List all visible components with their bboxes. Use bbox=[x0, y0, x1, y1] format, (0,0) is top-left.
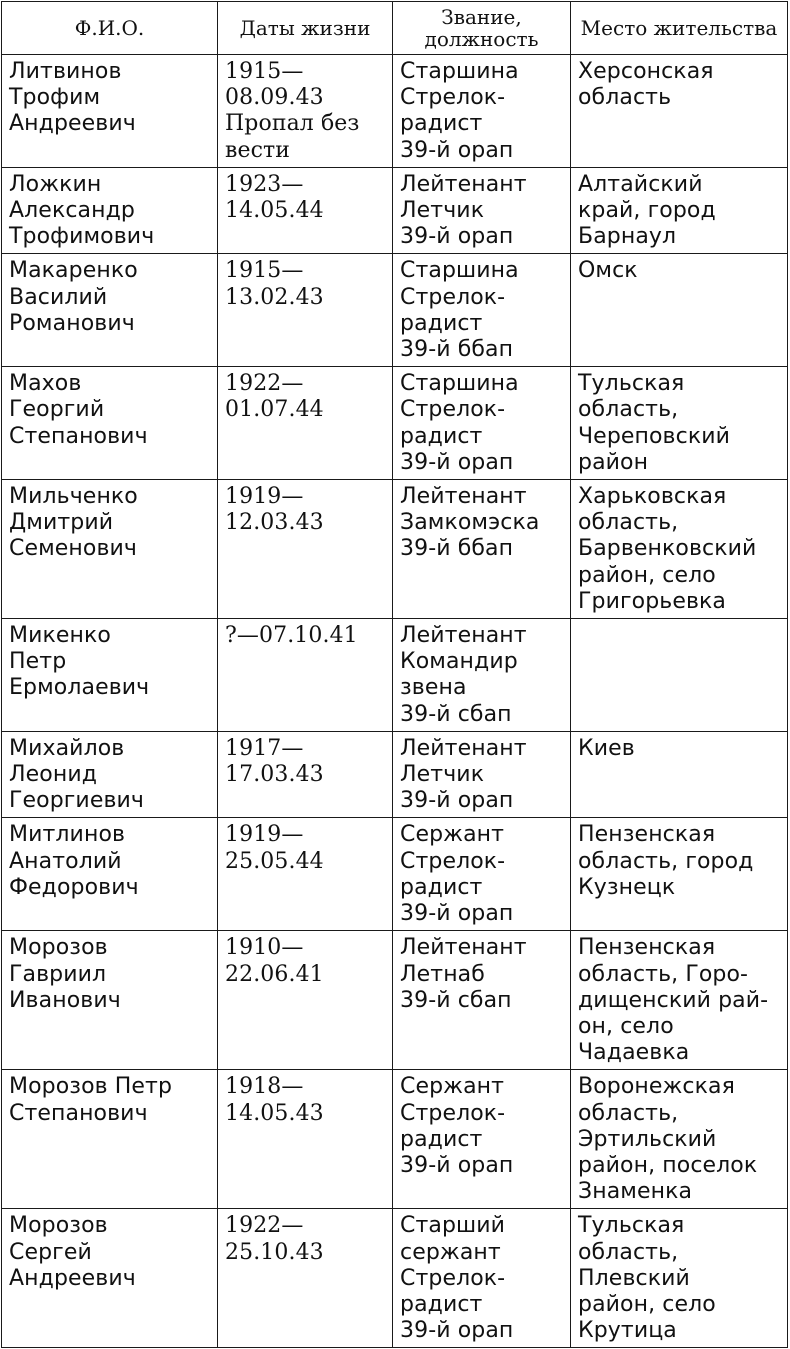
name-cell bbox=[2, 367, 218, 480]
dates-cell-line: ?—07.10.41 bbox=[225, 623, 358, 649]
name-cell-line: Ермолаевич bbox=[9, 675, 150, 701]
rank-cell-line: сержант bbox=[400, 1239, 501, 1265]
dates-cell-line: 1915— bbox=[225, 59, 304, 84]
dates-cell bbox=[218, 55, 393, 168]
name-cell-line: Трофимович bbox=[9, 224, 155, 250]
place-cell-line: край, город bbox=[578, 198, 716, 224]
rank-cell-line: 39-й ббап bbox=[400, 536, 514, 562]
name-cell-line: Махов bbox=[9, 371, 82, 397]
name-cell bbox=[2, 254, 218, 367]
place-cell-line: Воронежская bbox=[578, 1074, 735, 1100]
dates-cell-line: 08.09.43 bbox=[225, 85, 324, 111]
table-row bbox=[2, 167, 788, 254]
name-cell-line: Петр bbox=[9, 649, 67, 675]
name-cell-line: Гавриил bbox=[9, 961, 107, 987]
rank-cell-line: радист bbox=[400, 1126, 483, 1152]
dates-cell-line: 25.10.43 bbox=[225, 1239, 324, 1265]
dates-cell-line: 13.02.43 bbox=[225, 284, 324, 310]
rank-cell-line: радист bbox=[400, 423, 483, 449]
rank-cell bbox=[393, 931, 571, 1070]
place-cell-line: область, город bbox=[578, 848, 754, 874]
dates-cell-line: 1923— bbox=[225, 171, 304, 197]
place-cell-line: Кузнецк bbox=[578, 874, 676, 900]
dates-cell bbox=[218, 167, 393, 254]
dates-cell bbox=[218, 480, 393, 619]
place-cell-line: Омск bbox=[578, 258, 638, 284]
place-cell bbox=[571, 1070, 788, 1209]
dates-cell-line: 25.05.44 bbox=[225, 848, 324, 874]
dates-cell-line: 1922— bbox=[225, 371, 304, 397]
place-cell-line: область, Горо- bbox=[578, 961, 749, 987]
rank-cell-line: Стрелок- bbox=[400, 1265, 506, 1291]
dates-cell bbox=[218, 731, 393, 818]
rank-cell bbox=[393, 818, 571, 931]
place-cell bbox=[571, 1209, 788, 1348]
name-cell bbox=[2, 619, 218, 732]
name-cell-line: Морозов bbox=[9, 935, 108, 961]
place-cell-line: район bbox=[578, 449, 649, 475]
name-cell-line: Анатолий bbox=[9, 848, 122, 874]
rank-cell-line: Командир bbox=[400, 649, 518, 675]
name-cell-line: Семенович bbox=[9, 536, 138, 562]
name-cell-line: Андреевич bbox=[9, 1265, 136, 1291]
name-cell-line: Морозов Петр bbox=[9, 1074, 173, 1100]
place-cell-line: дищенский рай- bbox=[578, 987, 769, 1013]
dates-cell-line: 1915— bbox=[225, 258, 304, 284]
rank-cell-line: радист bbox=[400, 1291, 483, 1317]
place-cell-line: Пензенская bbox=[578, 822, 716, 848]
place-cell-line: область, bbox=[578, 397, 679, 423]
memorial-table bbox=[1, 1, 788, 1348]
name-cell-line: Макаренко bbox=[9, 258, 138, 284]
rank-cell bbox=[393, 480, 571, 619]
name-cell bbox=[2, 167, 218, 254]
rank-cell-line: 39-й сбап bbox=[400, 987, 512, 1013]
rank-cell-line: Стрелок- bbox=[400, 397, 506, 423]
rank-cell-line: 39-й орап bbox=[400, 137, 514, 163]
header-dates-text: Даты жизни bbox=[239, 16, 371, 40]
rank-cell-line: Стрелок- bbox=[400, 848, 506, 874]
dates-cell bbox=[218, 1070, 393, 1209]
place-cell bbox=[571, 55, 788, 168]
rank-cell-line: Лейтенант bbox=[400, 623, 527, 649]
rank-cell-line: 39-й орап bbox=[400, 1318, 514, 1344]
name-cell bbox=[2, 1070, 218, 1209]
header-place bbox=[571, 2, 788, 55]
name-cell-line: Трофим bbox=[9, 85, 101, 111]
dates-cell bbox=[218, 931, 393, 1070]
place-cell bbox=[571, 480, 788, 619]
dates-cell-line: 1919— bbox=[225, 484, 304, 510]
place-cell-line: Знаменка bbox=[578, 1179, 693, 1205]
place-cell-line: Чадаевка bbox=[578, 1040, 690, 1066]
header-rank-text: должность bbox=[424, 27, 539, 51]
name-cell bbox=[2, 55, 218, 168]
rank-cell bbox=[393, 619, 571, 732]
place-cell bbox=[571, 367, 788, 480]
name-cell-line: Георгий bbox=[9, 397, 105, 423]
table-row bbox=[2, 731, 788, 818]
place-cell-line: район, село bbox=[578, 1291, 716, 1317]
place-cell-line: район, село bbox=[578, 562, 716, 588]
place-cell-line: Эртильский bbox=[578, 1126, 717, 1152]
name-cell-line: Александр bbox=[9, 198, 135, 224]
name-cell bbox=[2, 1209, 218, 1348]
name-cell bbox=[2, 931, 218, 1070]
rank-cell bbox=[393, 731, 571, 818]
name-cell-line: Мильченко bbox=[9, 484, 138, 510]
header-name-text: Ф.И.О. bbox=[74, 16, 145, 40]
name-cell-line: Федорович bbox=[9, 874, 139, 900]
name-cell-line: Леонид bbox=[9, 762, 98, 788]
name-cell-line: Михайлов bbox=[9, 735, 125, 761]
place-cell bbox=[571, 619, 788, 732]
rank-cell-line: звена bbox=[400, 675, 467, 701]
name-cell-line: Микенко bbox=[9, 623, 111, 649]
table-row bbox=[2, 818, 788, 931]
dates-cell bbox=[218, 254, 393, 367]
name-cell bbox=[2, 480, 218, 619]
dates-cell-line: 1917— bbox=[225, 735, 304, 761]
table-row bbox=[2, 254, 788, 367]
name-cell-line: Ложкин bbox=[9, 171, 102, 197]
dates-cell-line: вести bbox=[225, 137, 291, 163]
name-cell-line: Литвинов bbox=[9, 59, 122, 84]
dates-cell bbox=[218, 619, 393, 732]
rank-cell-line: 39-й орап bbox=[400, 788, 514, 814]
place-cell bbox=[571, 931, 788, 1070]
rank-cell-line: Старший bbox=[400, 1213, 506, 1239]
name-cell-line: Морозов bbox=[9, 1213, 108, 1239]
place-cell-line: Плевский bbox=[578, 1265, 690, 1291]
rank-cell-line: Стрелок- bbox=[400, 284, 506, 310]
place-cell-line: Барвенковский bbox=[578, 536, 757, 562]
table-header bbox=[2, 2, 788, 55]
rank-cell-line: Старшина bbox=[400, 59, 519, 84]
name-cell-line: Иванович bbox=[9, 987, 121, 1013]
dates-cell-line: 1910— bbox=[225, 935, 304, 961]
place-cell-line: он, село bbox=[578, 1013, 674, 1039]
rank-cell-line: 39-й орап bbox=[400, 224, 514, 250]
dates-cell-line: Пропал без bbox=[225, 111, 360, 137]
rank-cell bbox=[393, 55, 571, 168]
place-cell-line: район, поселок bbox=[578, 1152, 758, 1178]
dates-cell-line: 01.07.44 bbox=[225, 397, 324, 423]
place-cell-line: Харьковская bbox=[578, 484, 727, 510]
name-cell-line: Романович bbox=[9, 310, 135, 336]
place-cell-line: Череповский bbox=[578, 423, 731, 449]
rank-cell-line: Замкомэска bbox=[400, 510, 540, 536]
rank-cell-line: Стрелок- bbox=[400, 1100, 506, 1126]
rank-cell-line: Стрелок- bbox=[400, 85, 506, 111]
dates-cell-line: 22.06.41 bbox=[225, 961, 324, 987]
rank-cell bbox=[393, 1209, 571, 1348]
table-row bbox=[2, 480, 788, 619]
name-cell-line: Георгиевич bbox=[9, 788, 145, 814]
name-cell-line: Андреевич bbox=[9, 111, 136, 137]
rank-cell-line: Лейтенант bbox=[400, 935, 527, 961]
dates-cell-line: 1918— bbox=[225, 1074, 304, 1100]
rank-cell-line: Сержант bbox=[400, 822, 505, 848]
table-row bbox=[2, 1070, 788, 1209]
name-cell-line: Василий bbox=[9, 284, 108, 310]
table-row bbox=[2, 1209, 788, 1348]
rank-cell-line: радист bbox=[400, 111, 483, 137]
rank-cell bbox=[393, 367, 571, 480]
place-cell-line: Барнаул bbox=[578, 224, 677, 250]
place-cell-line: Григорьевка bbox=[578, 588, 726, 614]
rank-cell bbox=[393, 1070, 571, 1209]
rank-cell-line: Старшина bbox=[400, 371, 519, 397]
place-cell-line: Киев bbox=[578, 735, 635, 761]
header-rank bbox=[393, 2, 571, 55]
header-rank-text: Звание, bbox=[441, 5, 522, 29]
rank-cell-line: Сержант bbox=[400, 1074, 505, 1100]
place-cell bbox=[571, 731, 788, 818]
place-cell-line: область, bbox=[578, 510, 679, 536]
header-name bbox=[2, 2, 218, 55]
rank-cell-line: Летчик bbox=[400, 762, 485, 788]
dates-cell-line: 12.03.43 bbox=[225, 510, 324, 536]
rank-cell-line: 39-й орап bbox=[400, 449, 514, 475]
place-cell-line: Тульская bbox=[578, 371, 685, 397]
header-dates bbox=[218, 2, 393, 55]
rank-cell bbox=[393, 167, 571, 254]
dates-cell-line: 14.05.44 bbox=[225, 198, 324, 224]
dates-cell bbox=[218, 1209, 393, 1348]
name-cell-line: Митлинов bbox=[9, 822, 126, 848]
dates-cell-line: 14.05.43 bbox=[225, 1100, 324, 1126]
rank-cell-line: 39-й орап bbox=[400, 901, 514, 927]
table-row bbox=[2, 931, 788, 1070]
place-cell bbox=[571, 167, 788, 254]
dates-cell-line: 1919— bbox=[225, 822, 304, 848]
table-body bbox=[2, 55, 788, 1348]
place-cell-line: область, bbox=[578, 1100, 679, 1126]
name-cell-line: Степанович bbox=[9, 1100, 148, 1126]
place-cell-line: Алтайский bbox=[578, 171, 703, 197]
rank-cell-line: Летчик bbox=[400, 198, 485, 224]
table-row bbox=[2, 367, 788, 480]
name-cell-line: Дмитрий bbox=[9, 510, 114, 536]
place-cell-line: область, bbox=[578, 1239, 679, 1265]
rank-cell-line: Лейтенант bbox=[400, 484, 527, 510]
table-row bbox=[2, 55, 788, 168]
place-cell-line: Херсонская bbox=[578, 59, 714, 84]
place-cell bbox=[571, 254, 788, 367]
place-cell-line: область bbox=[578, 85, 672, 111]
place-cell bbox=[571, 818, 788, 931]
rank-cell-line: радист bbox=[400, 874, 483, 900]
header-place-text: Место жительства bbox=[580, 16, 778, 40]
rank-cell bbox=[393, 254, 571, 367]
rank-cell-line: 39-й ббап bbox=[400, 337, 514, 363]
rank-cell-line: Старшина bbox=[400, 258, 519, 284]
rank-cell-line: 39-й орап bbox=[400, 1152, 514, 1178]
rank-cell-line: радист bbox=[400, 310, 483, 336]
name-cell-line: Сергей bbox=[9, 1239, 92, 1265]
header-row bbox=[2, 2, 788, 55]
dates-cell bbox=[218, 818, 393, 931]
name-cell-line: Степанович bbox=[9, 423, 148, 449]
dates-cell bbox=[218, 367, 393, 480]
rank-cell-line: Лейтенант bbox=[400, 171, 527, 197]
place-cell-line: Крутица bbox=[578, 1318, 677, 1344]
place-cell-line: Тульская bbox=[578, 1213, 685, 1239]
rank-cell-line: Летнаб bbox=[400, 961, 485, 987]
place-cell-line: Пензенская bbox=[578, 935, 716, 961]
dates-cell-line: 1922— bbox=[225, 1213, 304, 1239]
rank-cell-line: 39-й сбап bbox=[400, 701, 512, 727]
name-cell bbox=[2, 818, 218, 931]
table-row bbox=[2, 619, 788, 732]
rank-cell-line: Лейтенант bbox=[400, 735, 527, 761]
name-cell bbox=[2, 731, 218, 818]
dates-cell-line: 17.03.43 bbox=[225, 762, 324, 788]
